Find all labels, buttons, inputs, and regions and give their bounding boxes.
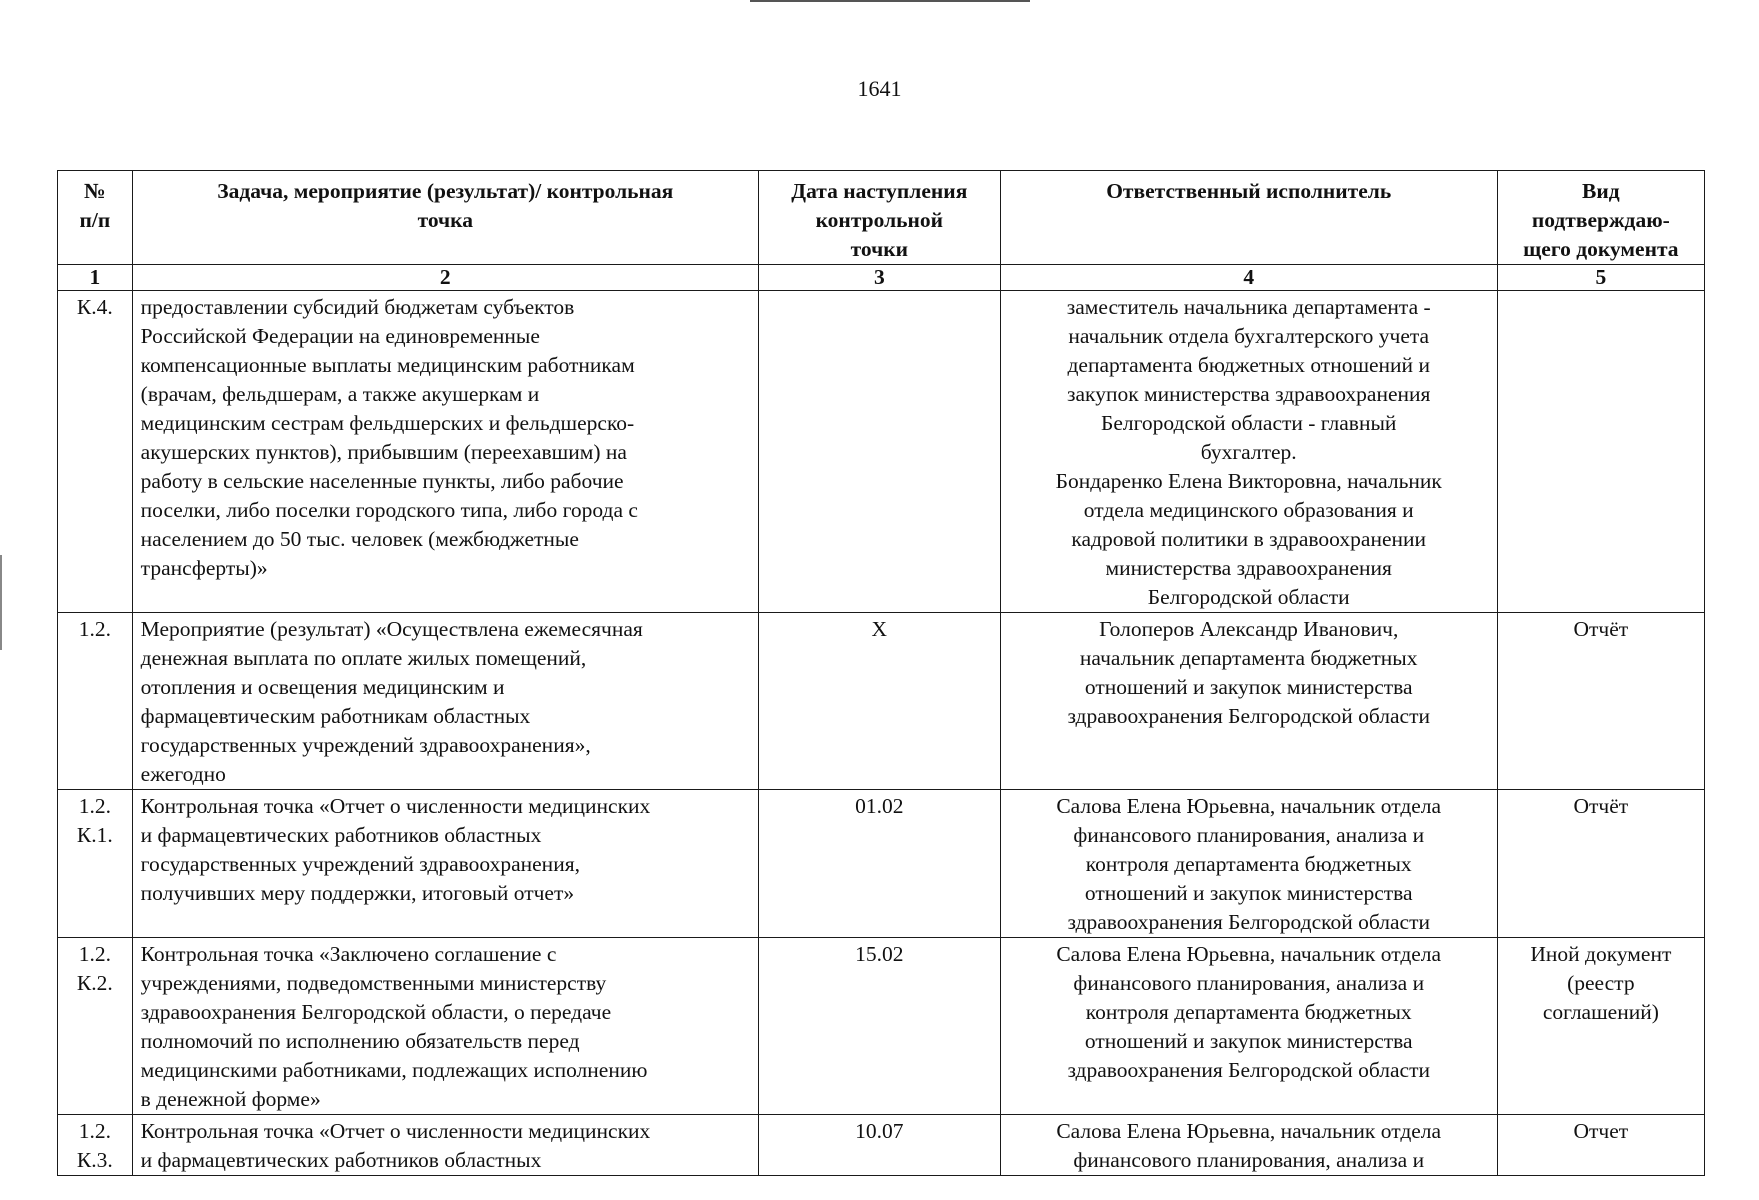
- header-document: Вид подтверждаю- щего документа: [1497, 171, 1704, 265]
- header-row: [58, 171, 1705, 265]
- row-number: К.4.: [58, 291, 133, 613]
- column-number: 1: [58, 265, 133, 291]
- row-responsible: заместитель начальника департамента - начальник отдела бухгалтерского учета департамента бюджетных отношений и закупок министерства здравоохранения Белгородской области - главный бухгалтер. Бондаренко Елена Викторовна, начальник отдела медицинского образования и кадровой политики в здравоохранении министерства здравоохранения Белгородской области: [1000, 291, 1497, 613]
- row-document: Отчет: [1497, 1115, 1704, 1176]
- row-number: 1.2. К.2.: [58, 938, 133, 1115]
- table-row: [58, 613, 1705, 790]
- row-responsible: Салова Елена Юрьевна, начальник отдела финансового планирования, анализа и контроля департамента бюджетных отношений и закупок министерства здравоохранения Белгородской области: [1000, 938, 1497, 1115]
- row-responsible: Салова Елена Юрьевна, начальник отдела финансового планирования, анализа и: [1000, 1115, 1497, 1176]
- header-num: № п/п: [58, 171, 133, 265]
- column-number: 5: [1497, 265, 1704, 291]
- row-date: 01.02: [758, 790, 1000, 938]
- table-row: [58, 1115, 1705, 1176]
- header-responsible: Ответственный исполнитель: [1000, 171, 1497, 265]
- row-document: Иной документ (реестр соглашений): [1497, 938, 1704, 1115]
- row-task: предоставлении субсидий бюджетам субъектов Российской Федерации на единовременные компенсационные выплаты медицинским работникам (врачам, фельдшерам, а также акушеркам и медицинским сестрам фельдшерских и фельдшерско- акушерских пунктов), прибывшим (переехавшим) на работу в сельские населенные пункты, либо рабочие поселки, либо поселки городского типа, либо города с населением до 50 тыс. человек (межбюджетные трансферты)»: [132, 291, 758, 613]
- row-task: Контрольная точка «Заключено соглашение с учреждениями, подведомственными министерству здравоохранения Белгородской области, о передаче полномочий по исполнению обязательств перед медицинскими работниками, подлежащих исполнению в денежной форме»: [132, 938, 758, 1115]
- scan-edge-mark: [0, 555, 2, 650]
- row-date: 15.02: [758, 938, 1000, 1115]
- top-rule: [750, 0, 1030, 2]
- row-task: Мероприятие (результат) «Осуществлена ежемесячная денежная выплата по оплате жилых помещений, отопления и освещения медицинским и фармацевтическим работникам областных государственных учреждений здравоохранения», ежегодно: [132, 613, 758, 790]
- row-date: Х: [758, 613, 1000, 790]
- row-document: Отчёт: [1497, 613, 1704, 790]
- row-task: Контрольная точка «Отчет о численности медицинских и фармацевтических работников областных государственных учреждений здравоохранения, получивших меру поддержки, итоговый отчет»: [132, 790, 758, 938]
- control-points-table: [57, 170, 1705, 1176]
- column-number: 3: [758, 265, 1000, 291]
- row-date: [758, 291, 1000, 613]
- table-row: [58, 938, 1705, 1115]
- column-number: 2: [132, 265, 758, 291]
- row-number: 1.2.: [58, 613, 133, 790]
- row-number: 1.2. К.3.: [58, 1115, 133, 1176]
- page-number: 1641: [857, 76, 902, 101]
- row-task: Контрольная точка «Отчет о численности медицинских и фармацевтических работников областных: [132, 1115, 758, 1176]
- column-number: 4: [1000, 265, 1497, 291]
- row-responsible: Салова Елена Юрьевна, начальник отдела финансового планирования, анализа и контроля департамента бюджетных отношений и закупок министерства здравоохранения Белгородской области: [1000, 790, 1497, 938]
- header-date: Дата наступления контрольной точки: [758, 171, 1000, 265]
- row-document: Отчёт: [1497, 790, 1704, 938]
- row-responsible: Голоперов Александр Иванович, начальник департамента бюджетных отношений и закупок министерства здравоохранения Белгородской области: [1000, 613, 1497, 790]
- column-numbers-row: [58, 265, 1705, 291]
- table-row: [58, 291, 1705, 613]
- header-task: Задача, мероприятие (результат)/ контрольная точка: [132, 171, 758, 265]
- table-row: [58, 790, 1705, 938]
- row-document: [1497, 291, 1704, 613]
- row-date: 10.07: [758, 1115, 1000, 1176]
- row-number: 1.2. К.1.: [58, 790, 133, 938]
